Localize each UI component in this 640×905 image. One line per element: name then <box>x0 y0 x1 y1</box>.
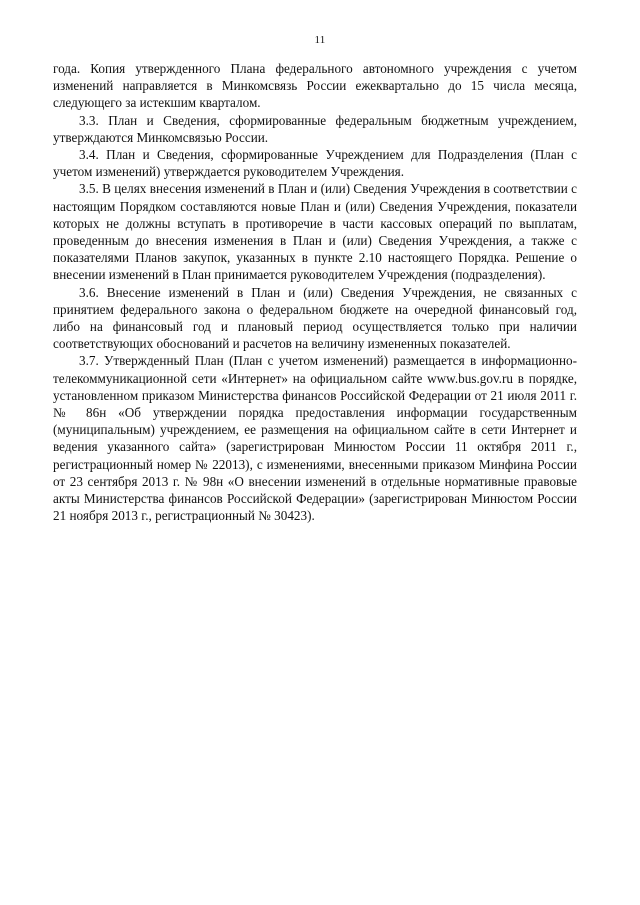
page-number: 11 <box>314 34 326 46</box>
paragraph-3-3: 3.3. План и Сведения, сформированные федеральным бюджетным учреждением, утверждаются Минкомсвязью России. <box>53 112 577 145</box>
document-body <box>53 60 577 524</box>
paragraph-3-4: 3.4. План и Сведения, сформированные Учреждением для Подразделения (План с учетом изменений) утверждается руководителем Учреждения. <box>53 147 577 180</box>
paragraph-3-7: 3.7. Утвержденный План (План с учетом изменений) размещается в информационно-телекоммуникационной сети «Интернет» на официальном сайте www.bus.gov.ru в порядке, установленном приказом Министерства финансов Российской Федерации от 21 июля 2011 г. № 86н «Об утверждении порядка предоставления информации государственным (муниципальным) учреждением, ее размещения на официальном сайте в сети Интернет и ведения указанного сайта» (зарегистрирован Минюстом России 11 октября 2011 г., регистрационный номер № 22013), с изменениями, внесенными приказом Минфина России от 23 сентября 2013 г. № 98н «О внесении изменений в отдельные нормативные правовые акты Министерства финансов Российской Федерации» (зарегистрирован Минюстом России 21 ноября 2013 г., регистрационный № 30423). <box>53 353 577 524</box>
paragraph-continuation: года. Копия утвержденного Плана федерального автономного учреждения с учетом изменений направляется в Минкомсвязь России ежеквартально до 15 числа месяца, следующего за истекшим кварталом. <box>53 61 577 111</box>
paragraph-3-5: 3.5. В целях внесения изменений в План и (или) Сведения Учреждения в соответствии с настоящим Порядком составляются новые План и (или) Сведения Учреждения, показатели которых не должны вступать в противоречие в части кассовых операций по выплатам, проведенным до внесения изменения в План и (или) Сведения Учреждения, а также с показателями Планов закупок, указанных в пункте 2.10 настоящего Порядка. Решение о внесении изменений в План принимается руководителем Учреждения (подразделения). <box>53 181 577 283</box>
paragraph-3-6: 3.6. Внесение изменений в План и (или) Сведения Учреждения, не связанных с принятием федерального закона о федеральном бюджете на очередной финансовый год, либо на финансовый год и плановый период осуществляется только при наличии соответствующих обоснований и расчетов на величину измененных показателей. <box>53 284 577 352</box>
